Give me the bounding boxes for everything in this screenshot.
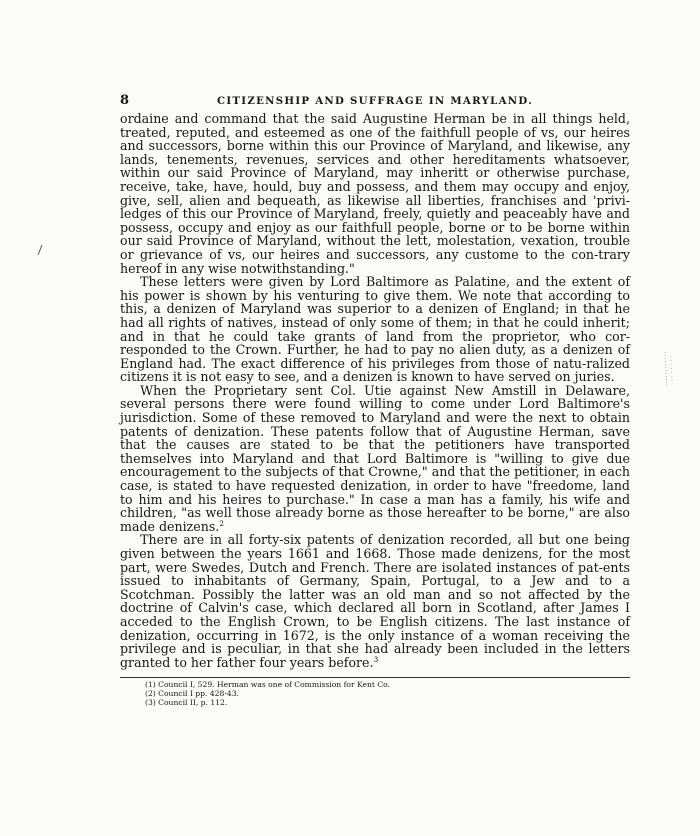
footnote-3: (3) Council II, p. 112. <box>145 697 228 707</box>
footnote-1: (1) Council I, 529. Herman was one of Commission for Kent Co. <box>145 680 391 690</box>
footnote-divider <box>120 677 630 678</box>
paragraph-text: There are in all forty-six patents of denization recorded, all but one being given between the years 1661 and 1668. Those made denizens, for the most part, were Swedes, Dutch and French. There are isolated instances of pat-ents issued to inhabitants of Germany, Spain, Portugal, to a Jew and to a Scotchman. Possibly the latter was an old man and so not affected by the doctrine of Calvin's case, which declared all born in Scotland, after James I acceded to the English Crown, to be English citizens. The last instance of denization, occurring in 1672, is the only instance of a woman receiving the privilege and is peculiar, in that she had already been included in the letters granted to her father four years before. <box>120 532 630 670</box>
footnote-reference: 2 <box>219 518 225 528</box>
paragraph-quotation-continued <box>120 112 630 275</box>
paragraph <box>120 275 630 384</box>
scan-mark-right <box>662 350 676 390</box>
scan-mark-left <box>36 244 44 256</box>
document-page <box>120 93 630 707</box>
page-number: 8 <box>120 93 130 108</box>
paragraph-text: ordaine and command that the said Augustine Herman be in all things held, treated, reputed, and esteemed as one of the faithfull people of vs, our heires and successors, borne within this our Province of Maryland, and likewise, any lands, tenements, revenues, services and other hereditaments whatsoever, within our said Province of Maryland, may inheritt or otherwise purchase, receive, take, have, hould, buy and possess, and them may occupy and enjoy, give, sell, alien and bequeath, as likewise all liberties, franchises and 'privi-ledges of this our Province of Maryland, freely, quietly and peaceably have and possess, occupy and enjoy as our faithfull people, borne or to be borne within our said Province of Maryland, without the lett, molestation, vexation, trouble or grievance of vs, our heires and successors, any custome to the con-trary hereof in any wise notwithstanding." <box>120 111 630 276</box>
paragraph-text: These letters were given by Lord Baltimore as Palatine, and the extent of his power is shown by his venturing to give them. We note that according to this, a denizen of Maryland was superior to a denizen of England; in that he had all rights of natives, instead of only some of them; in that he could inherit; and in that he could take grants of land from the proprietor, who cor-responded to the Crown. Further, he had to pay no alien duty, as a denizen of England had. The exact difference of his privileges from those of natu-ralized citizens it is not easy to see, and a denizen is known to have served on juries. <box>120 274 630 385</box>
running-title: CITIZENSHIP AND SUFFRAGE IN MARYLAND. <box>216 95 534 107</box>
paragraph <box>120 533 630 669</box>
paragraph <box>120 384 630 534</box>
page-header <box>120 93 630 109</box>
footnotes <box>145 681 630 707</box>
footnote-reference: 3 <box>373 654 379 664</box>
paragraph-text: When the Proprietary sent Col. Utie against New Amstill in Delaware, several persons there were found willing to come under Lord Baltimore's jurisdiction. Some of these removed to Maryland and were the next to obtain patents of denization. These patents follow that of Augustine Herman, save that the causes are stated to be that the petitioners have transported themselves into Maryland and that Lord Baltimore is "willing to give due encouragement to the subjects of that Crowne," and that the petitioner, in each case, is stated to have requested denization, in order to have "freedome, land to him and his heires to purchase." In case a man has a family, his wife and children, "as well those already borne as those hereafter to be borne," are also made denizens. <box>120 382 630 534</box>
footnote-2: (2) Council I pp. 428-43. <box>145 688 239 698</box>
